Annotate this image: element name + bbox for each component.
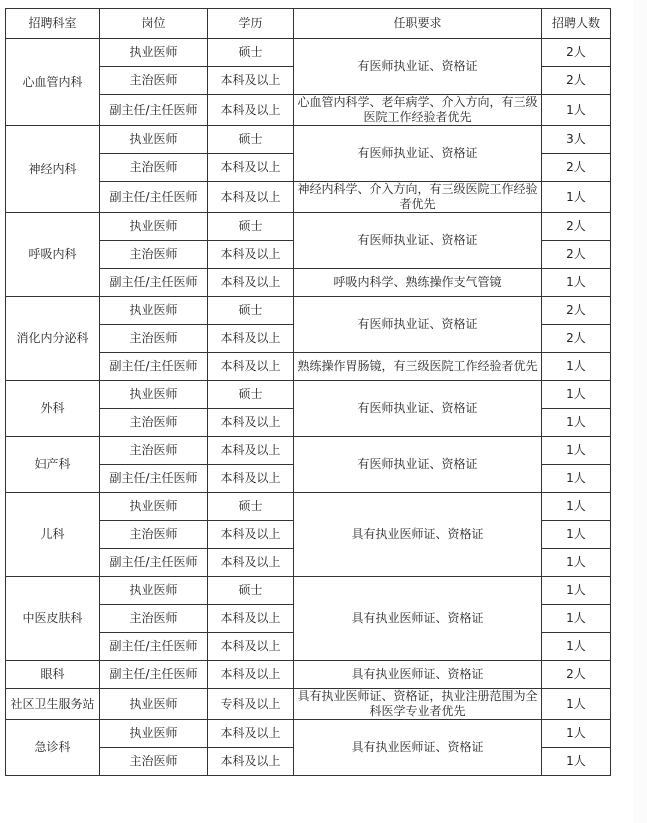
position-cell: 执业医师 <box>100 493 208 521</box>
requirements-cell: 有医师执业证、资格证 <box>294 126 542 182</box>
position-cell: 执业医师 <box>100 213 208 241</box>
requirements-cell: 呼吸内科学、熟练操作支气管镜 <box>294 269 542 297</box>
table-row <box>6 720 611 748</box>
position-cell: 主治医师 <box>100 154 208 182</box>
department-cell: 呼吸内科 <box>6 213 100 297</box>
table-row <box>6 493 611 521</box>
education-cell: 本科及以上 <box>208 437 294 465</box>
count-cell: 2人 <box>542 154 611 182</box>
table-row <box>6 689 611 720</box>
education-cell: 本科及以上 <box>208 409 294 437</box>
requirements-cell: 具有执业医师证、资格证，执业注册范围为全科医学专业者优先 <box>294 689 542 720</box>
position-cell: 主治医师 <box>100 241 208 269</box>
position-cell: 主治医师 <box>100 437 208 465</box>
department-cell: 外科 <box>6 381 100 437</box>
count-cell: 1人 <box>542 521 611 549</box>
education-cell: 本科及以上 <box>208 269 294 297</box>
position-cell: 主治医师 <box>100 521 208 549</box>
education-cell: 硕士 <box>208 126 294 154</box>
table-body <box>6 39 611 776</box>
position-cell: 主治医师 <box>100 67 208 95</box>
count-cell: 1人 <box>542 633 611 661</box>
position-cell: 执业医师 <box>100 39 208 67</box>
count-cell: 1人 <box>542 269 611 297</box>
education-cell: 硕士 <box>208 381 294 409</box>
department-cell: 妇产科 <box>6 437 100 493</box>
position-cell: 主治医师 <box>100 325 208 353</box>
requirements-cell: 有医师执业证、资格证 <box>294 437 542 493</box>
requirements-cell: 有医师执业证、资格证 <box>294 297 542 353</box>
education-cell: 本科及以上 <box>208 241 294 269</box>
position-cell: 执业医师 <box>100 126 208 154</box>
count-cell: 2人 <box>542 325 611 353</box>
count-cell: 1人 <box>542 182 611 213</box>
count-cell: 2人 <box>542 39 611 67</box>
position-cell: 副主任/主任医师 <box>100 269 208 297</box>
education-cell: 本科及以上 <box>208 182 294 213</box>
count-cell: 1人 <box>542 493 611 521</box>
education-cell: 本科及以上 <box>208 465 294 493</box>
table-row <box>6 437 611 465</box>
table-row <box>6 661 611 689</box>
position-cell: 副主任/主任医师 <box>100 661 208 689</box>
education-cell: 本科及以上 <box>208 521 294 549</box>
department-cell: 社区卫生服务站 <box>6 689 100 720</box>
department-cell: 中医皮肤科 <box>6 577 100 661</box>
position-cell: 主治医师 <box>100 605 208 633</box>
count-cell: 3人 <box>542 126 611 154</box>
position-cell: 副主任/主任医师 <box>100 465 208 493</box>
requirements-cell: 神经内科学、介入方向，有三级医院工作经验者优先 <box>294 182 542 213</box>
count-cell: 1人 <box>542 720 611 748</box>
count-cell: 2人 <box>542 241 611 269</box>
position-cell: 副主任/主任医师 <box>100 633 208 661</box>
requirements-cell: 心血管内科学、老年病学、介入方向，有三级医院工作经验者优先 <box>294 95 542 126</box>
position-cell: 执业医师 <box>100 720 208 748</box>
count-cell: 1人 <box>542 577 611 605</box>
header-position: 岗位 <box>100 9 208 39</box>
education-cell: 本科及以上 <box>208 325 294 353</box>
count-cell: 1人 <box>542 353 611 381</box>
position-cell: 副主任/主任医师 <box>100 95 208 126</box>
education-cell: 本科及以上 <box>208 353 294 381</box>
recruitment-table <box>5 8 611 776</box>
education-cell: 本科及以上 <box>208 748 294 776</box>
position-cell: 执业医师 <box>100 381 208 409</box>
count-cell: 1人 <box>542 748 611 776</box>
table-row <box>6 213 611 241</box>
table-row <box>6 126 611 154</box>
education-cell: 本科及以上 <box>208 633 294 661</box>
education-cell: 本科及以上 <box>208 605 294 633</box>
table-row <box>6 577 611 605</box>
requirements-cell: 具有执业医师证、资格证 <box>294 720 542 776</box>
education-cell: 硕士 <box>208 213 294 241</box>
education-cell: 硕士 <box>208 577 294 605</box>
education-cell: 硕士 <box>208 39 294 67</box>
department-cell: 儿科 <box>6 493 100 577</box>
table-row <box>6 381 611 409</box>
education-cell: 本科及以上 <box>208 154 294 182</box>
count-cell: 1人 <box>542 381 611 409</box>
count-cell: 2人 <box>542 661 611 689</box>
position-cell: 主治医师 <box>100 409 208 437</box>
requirements-cell: 具有执业医师证、资格证 <box>294 661 542 689</box>
education-cell: 硕士 <box>208 493 294 521</box>
position-cell: 执业医师 <box>100 297 208 325</box>
header-requirements: 任职要求 <box>294 9 542 39</box>
education-cell: 硕士 <box>208 297 294 325</box>
requirements-cell: 有医师执业证、资格证 <box>294 213 542 269</box>
education-cell: 本科及以上 <box>208 549 294 577</box>
department-cell: 心血管内科 <box>6 39 100 126</box>
header-education: 学历 <box>208 9 294 39</box>
education-cell: 本科及以上 <box>208 661 294 689</box>
count-cell: 1人 <box>542 409 611 437</box>
position-cell: 副主任/主任医师 <box>100 353 208 381</box>
position-cell: 主治医师 <box>100 748 208 776</box>
education-cell: 本科及以上 <box>208 95 294 126</box>
count-cell: 1人 <box>542 437 611 465</box>
requirements-cell: 有医师执业证、资格证 <box>294 381 542 437</box>
count-cell: 1人 <box>542 549 611 577</box>
header-count: 招聘人数 <box>542 9 611 39</box>
count-cell: 2人 <box>542 213 611 241</box>
department-cell: 神经内科 <box>6 126 100 213</box>
department-cell: 眼科 <box>6 661 100 689</box>
scrollbar-track[interactable] <box>633 0 647 823</box>
position-cell: 副主任/主任医师 <box>100 549 208 577</box>
count-cell: 1人 <box>542 605 611 633</box>
education-cell: 专科及以上 <box>208 689 294 720</box>
table-row <box>6 39 611 67</box>
education-cell: 本科及以上 <box>208 67 294 95</box>
table-row <box>6 297 611 325</box>
requirements-cell: 具有执业医师证、资格证 <box>294 493 542 577</box>
count-cell: 2人 <box>542 297 611 325</box>
count-cell: 1人 <box>542 689 611 720</box>
header-department: 招聘科室 <box>6 9 100 39</box>
requirements-cell: 有医师执业证、资格证 <box>294 39 542 95</box>
department-cell: 急诊科 <box>6 720 100 776</box>
position-cell: 执业医师 <box>100 689 208 720</box>
education-cell: 本科及以上 <box>208 720 294 748</box>
count-cell: 1人 <box>542 95 611 126</box>
requirements-cell: 具有执业医师证、资格证 <box>294 577 542 661</box>
position-cell: 副主任/主任医师 <box>100 182 208 213</box>
count-cell: 2人 <box>542 67 611 95</box>
position-cell: 执业医师 <box>100 577 208 605</box>
count-cell: 1人 <box>542 465 611 493</box>
requirements-cell: 熟练操作胃肠镜，有三级医院工作经验者优先 <box>294 353 542 381</box>
department-cell: 消化内分泌科 <box>6 297 100 381</box>
header-row <box>6 9 611 39</box>
